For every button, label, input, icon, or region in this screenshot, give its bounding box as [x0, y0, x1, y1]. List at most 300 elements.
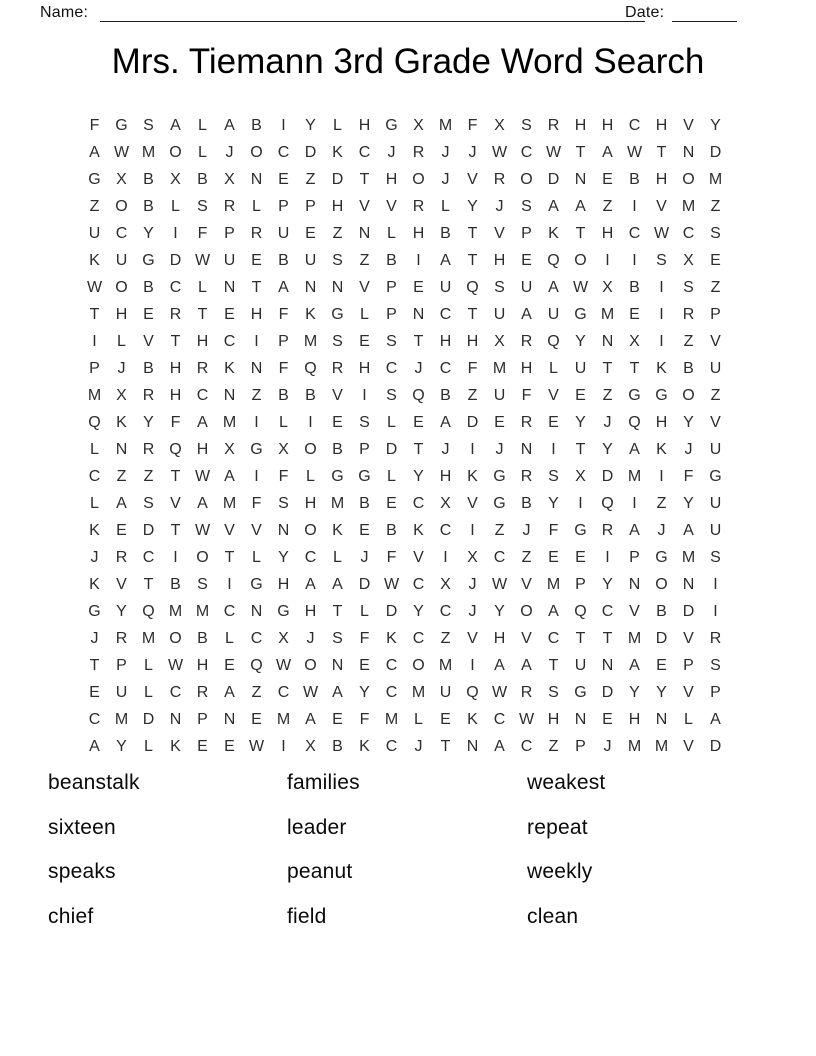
grid-letter-r6c12: B [386, 251, 397, 269]
grid-letter-r10c11: H [358, 359, 371, 377]
grid-letter-r12c18: E [548, 413, 559, 431]
grid-letter-r9c10: S [332, 332, 343, 350]
grid-letter-r3c3: B [143, 170, 154, 188]
grid-letter-r1c14: M [438, 116, 453, 134]
grid-letter-r11c21: G [628, 386, 641, 404]
grid-letter-r4c7: L [252, 197, 261, 215]
grid-letter-r23c13: L [414, 710, 423, 728]
grid-letter-r2c5: L [198, 143, 207, 161]
grid-letter-r6c1: K [89, 251, 100, 269]
grid-letter-r14c7: I [254, 467, 259, 485]
grid-letter-r13c7: G [250, 440, 263, 458]
grid-letter-r1c15: F [467, 116, 478, 134]
grid-letter-r12c2: K [116, 413, 127, 431]
date-write-in-line[interactable] [672, 3, 737, 22]
grid-letter-r14c24: G [709, 467, 722, 485]
grid-letter-r13c12: D [385, 440, 398, 458]
grid-letter-r16c20: R [601, 521, 614, 539]
grid-letter-r6c14: A [440, 251, 451, 269]
grid-letter-r17c22: G [655, 548, 668, 566]
grid-letter-r23c14: E [440, 710, 451, 728]
grid-letter-r18c2: V [116, 575, 127, 593]
grid-letter-r15c9: H [304, 494, 317, 512]
grid-letter-r15c22: Z [656, 494, 667, 512]
grid-letter-r24c21: M [627, 737, 642, 755]
grid-letter-r14c16: G [493, 467, 506, 485]
grid-letter-r7c2: O [115, 278, 128, 296]
grid-letter-r7c12: P [386, 278, 397, 296]
grid-letter-r3c15: V [467, 170, 478, 188]
grid-letter-r20c20: T [602, 629, 613, 647]
grid-letter-r5c22: W [653, 224, 670, 242]
grid-letter-r11c9: B [305, 386, 316, 404]
word-item-weakest: weakest [527, 771, 606, 794]
grid-letter-r12c5: A [197, 413, 208, 431]
grid-letter-r23c10: E [332, 710, 343, 728]
grid-letter-r21c7: Q [250, 656, 263, 674]
grid-letter-r4c12: V [386, 197, 397, 215]
grid-letter-r16c7: V [251, 521, 262, 539]
grid-letter-r4c21: I [632, 197, 637, 215]
grid-letter-r7c1: W [86, 278, 103, 296]
name-write-in-line[interactable] [100, 3, 645, 22]
grid-letter-r10c14: C [439, 359, 452, 377]
grid-letter-r8c23: R [682, 305, 695, 323]
grid-letter-r24c13: J [414, 737, 423, 755]
grid-letter-r16c8: N [277, 521, 290, 539]
grid-letter-r24c20: J [603, 737, 612, 755]
grid-letter-r24c7: W [248, 737, 265, 755]
grid-letter-r15c11: B [359, 494, 370, 512]
grid-letter-r20c6: L [225, 629, 234, 647]
grid-letter-r7c8: A [278, 278, 289, 296]
grid-letter-r2c20: A [602, 143, 613, 161]
grid-letter-r17c5: O [196, 548, 209, 566]
grid-letter-r23c11: F [359, 710, 370, 728]
grid-letter-r9c16: X [494, 332, 505, 350]
grid-letter-r5c18: K [548, 224, 559, 242]
grid-letter-r17c18: E [548, 548, 559, 566]
grid-letter-r23c8: M [276, 710, 291, 728]
grid-letter-r6c15: T [467, 251, 478, 269]
grid-letter-r4c6: R [223, 197, 236, 215]
grid-letter-r10c9: Q [304, 359, 317, 377]
grid-letter-r6c22: S [656, 251, 667, 269]
word-item-sixteen: sixteen [48, 815, 116, 839]
grid-letter-r16c21: A [629, 521, 640, 539]
grid-letter-r9c24: V [710, 332, 721, 350]
grid-letter-r4c19: A [575, 197, 586, 215]
grid-letter-r10c2: J [117, 359, 126, 377]
grid-letter-r23c21: H [628, 710, 641, 728]
grid-letter-r21c19: U [574, 656, 587, 674]
grid-letter-r5c21: C [628, 224, 641, 242]
grid-letter-r8c15: T [467, 305, 478, 323]
grid-letter-r5c4: I [173, 224, 178, 242]
grid-letter-r24c4: K [170, 737, 181, 755]
grid-letter-r2c7: O [250, 143, 263, 161]
grid-letter-r13c20: Y [602, 440, 613, 458]
grid-letter-r19c16: Y [494, 602, 505, 620]
grid-letter-r2c21: W [626, 143, 643, 161]
grid-letter-r18c21: N [628, 575, 641, 593]
word-search-grid [81, 112, 729, 760]
grid-letter-r13c5: H [196, 440, 209, 458]
grid-letter-r13c1: L [90, 440, 99, 458]
grid-letter-r6c20: I [605, 251, 610, 269]
grid-letter-r1c24: Y [710, 116, 721, 134]
grid-letter-r15c13: C [412, 494, 425, 512]
grid-letter-r1c21: C [628, 116, 641, 134]
grid-letter-r7c21: B [629, 278, 640, 296]
grid-letter-r11c2: X [116, 386, 127, 404]
grid-letter-r14c8: F [278, 467, 289, 485]
grid-letter-r15c4: V [170, 494, 181, 512]
grid-letter-r23c1: C [88, 710, 101, 728]
grid-letter-r8c2: H [115, 305, 128, 323]
grid-letter-r3c22: H [655, 170, 668, 188]
grid-letter-r19c18: A [548, 602, 559, 620]
grid-letter-r21c15: I [470, 656, 475, 674]
grid-letter-r22c2: U [115, 683, 128, 701]
grid-letter-r24c12: C [385, 737, 398, 755]
grid-letter-r22c4: C [169, 683, 182, 701]
grid-letter-r8c10: G [331, 305, 344, 323]
grid-letter-r5c15: T [467, 224, 478, 242]
grid-letter-r23c20: E [602, 710, 613, 728]
grid-letter-r21c14: M [438, 656, 453, 674]
grid-letter-r22c3: L [144, 683, 153, 701]
grid-letter-r12c4: F [170, 413, 181, 431]
grid-letter-r17c4: I [173, 548, 178, 566]
grid-letter-r4c14: L [441, 197, 450, 215]
grid-letter-r20c10: S [332, 629, 343, 647]
grid-letter-r8c5: T [197, 305, 208, 323]
grid-letter-r19c21: V [629, 602, 640, 620]
grid-letter-r13c19: T [575, 440, 586, 458]
grid-letter-r1c10: L [333, 116, 342, 134]
grid-letter-r13c3: R [142, 440, 155, 458]
grid-letter-r21c21: A [629, 656, 640, 674]
grid-letter-r11c7: Z [251, 386, 262, 404]
grid-letter-r19c1: G [88, 602, 101, 620]
grid-letter-r23c19: N [574, 710, 587, 728]
grid-letter-r19c19: Q [574, 602, 587, 620]
grid-letter-r13c10: B [332, 440, 343, 458]
grid-letter-r4c9: P [305, 197, 316, 215]
grid-letter-r21c10: N [331, 656, 344, 674]
grid-letter-r16c1: K [89, 521, 100, 539]
grid-letter-r14c13: Y [413, 467, 424, 485]
grid-letter-r19c4: M [168, 602, 183, 620]
grid-letter-r13c24: U [709, 440, 722, 458]
grid-letter-r7c6: N [223, 278, 236, 296]
grid-letter-r18c18: M [546, 575, 561, 593]
grid-letter-r11c24: Z [710, 386, 721, 404]
grid-letter-r7c3: B [143, 278, 154, 296]
grid-letter-r8c21: E [629, 305, 640, 323]
grid-letter-r2c15: J [468, 143, 477, 161]
grid-letter-r2c6: J [225, 143, 234, 161]
grid-letter-r16c11: E [359, 521, 370, 539]
grid-letter-r16c18: F [548, 521, 559, 539]
grid-letter-r5c10: Z [332, 224, 343, 242]
word-item-clean: clean [527, 904, 579, 928]
grid-letter-r21c1: T [89, 656, 100, 674]
grid-letter-r14c21: M [627, 467, 642, 485]
grid-letter-r3c17: O [520, 170, 533, 188]
grid-letter-r5c24: S [710, 224, 721, 242]
grid-letter-r11c3: R [142, 386, 155, 404]
grid-letter-r20c8: X [278, 629, 289, 647]
grid-letter-r21c2: P [116, 656, 127, 674]
grid-letter-r4c1: Z [89, 197, 100, 215]
grid-letter-r14c14: H [439, 467, 452, 485]
grid-letter-r11c18: V [548, 386, 559, 404]
grid-letter-r5c23: C [682, 224, 695, 242]
grid-letter-r18c4: B [170, 575, 181, 593]
grid-letter-r1c9: Y [305, 116, 316, 134]
grid-letter-r24c19: P [575, 737, 586, 755]
grid-letter-r11c17: F [521, 386, 532, 404]
grid-letter-r12c24: V [710, 413, 721, 431]
grid-letter-r13c14: J [441, 440, 450, 458]
grid-letter-r17c2: R [115, 548, 128, 566]
grid-letter-r19c15: J [468, 602, 477, 620]
grid-letter-r16c16: Z [494, 521, 505, 539]
grid-letter-r20c1: J [90, 629, 99, 647]
grid-letter-r6c18: Q [547, 251, 560, 269]
grid-letter-r20c2: R [115, 629, 128, 647]
grid-letter-r11c5: C [196, 386, 209, 404]
grid-letter-r2c1: A [89, 143, 100, 161]
grid-letter-r8c13: N [412, 305, 425, 323]
grid-letter-r5c5: F [197, 224, 208, 242]
grid-letter-r17c17: Z [521, 548, 532, 566]
grid-letter-r18c22: O [655, 575, 668, 593]
grid-letter-r18c13: C [412, 575, 425, 593]
grid-letter-r18c10: A [332, 575, 343, 593]
grid-letter-r2c8: C [277, 143, 290, 161]
grid-letter-r1c2: G [115, 116, 128, 134]
grid-letter-r14c3: Z [143, 467, 154, 485]
grid-letter-r17c7: L [252, 548, 261, 566]
grid-letter-r21c23: P [683, 656, 694, 674]
grid-letter-r19c17: O [520, 602, 533, 620]
grid-letter-r1c8: I [281, 116, 286, 134]
grid-letter-r8c17: A [521, 305, 532, 323]
grid-letter-r8c20: M [600, 305, 615, 323]
grid-letter-r16c9: O [304, 521, 317, 539]
grid-letter-r2c22: T [656, 143, 667, 161]
grid-letter-r5c16: V [494, 224, 505, 242]
grid-letter-r6c8: B [278, 251, 289, 269]
grid-letter-r3c5: B [197, 170, 208, 188]
grid-letter-r19c7: N [250, 602, 263, 620]
grid-letter-r17c19: E [575, 548, 586, 566]
worksheet-header [40, 3, 737, 25]
grid-letter-r11c13: Q [412, 386, 425, 404]
grid-letter-r16c13: K [413, 521, 424, 539]
grid-letter-r20c11: F [359, 629, 370, 647]
grid-letter-r21c11: E [359, 656, 370, 674]
grid-letter-r19c23: D [682, 602, 695, 620]
grid-letter-r18c16: W [491, 575, 508, 593]
grid-letter-r4c4: L [171, 197, 180, 215]
grid-letter-r22c16: W [491, 683, 508, 701]
grid-letter-r9c11: E [359, 332, 370, 350]
grid-letter-r7c19: W [572, 278, 589, 296]
grid-letter-r6c16: H [493, 251, 506, 269]
grid-letter-r1c18: R [547, 116, 560, 134]
grid-letter-r12c3: Y [143, 413, 154, 431]
grid-letter-r12c21: Q [628, 413, 641, 431]
grid-letter-r3c16: R [493, 170, 506, 188]
grid-letter-r6c21: I [632, 251, 637, 269]
grid-letter-r23c5: P [197, 710, 208, 728]
grid-letter-r22c22: Y [656, 683, 667, 701]
grid-letter-r22c20: D [601, 683, 614, 701]
grid-letter-r24c11: K [359, 737, 370, 755]
grid-letter-r12c14: A [440, 413, 451, 431]
grid-letter-r1c6: A [224, 116, 235, 134]
grid-letter-r14c10: G [331, 467, 344, 485]
grid-letter-r7c18: A [548, 278, 559, 296]
grid-letter-r9c6: C [223, 332, 236, 350]
grid-letter-r24c10: B [332, 737, 343, 755]
grid-letter-r15c21: I [632, 494, 637, 512]
grid-letter-r23c23: L [684, 710, 693, 728]
grid-letter-r13c17: N [520, 440, 533, 458]
grid-letter-r18c20: Y [602, 575, 613, 593]
grid-letter-r19c24: I [713, 602, 718, 620]
grid-letter-r14c9: L [306, 467, 315, 485]
date-label: Date: [625, 4, 665, 21]
grid-letter-r23c17: W [518, 710, 535, 728]
grid-letter-r14c12: L [387, 467, 396, 485]
word-list-column-1 [48, 771, 287, 949]
grid-letter-r12c6: M [222, 413, 237, 431]
grid-letter-r17c23: M [681, 548, 696, 566]
grid-letter-r12c1: Q [88, 413, 101, 431]
grid-letter-r14c4: T [170, 467, 181, 485]
grid-letter-r16c15: I [470, 521, 475, 539]
grid-letter-r10c16: M [492, 359, 507, 377]
grid-letter-r23c12: M [384, 710, 399, 728]
grid-letter-r16c12: B [386, 521, 397, 539]
grid-letter-r9c7: I [254, 332, 259, 350]
grid-letter-r4c17: S [521, 197, 532, 215]
grid-letter-r10c17: H [520, 359, 533, 377]
grid-letter-r13c15: I [470, 440, 475, 458]
grid-letter-r2c17: C [520, 143, 533, 161]
grid-letter-r22c13: M [411, 683, 426, 701]
grid-letter-r6c3: G [142, 251, 155, 269]
grid-letter-r22c18: S [548, 683, 559, 701]
grid-letter-r1c1: F [89, 116, 100, 134]
grid-letter-r7c17: U [520, 278, 533, 296]
grid-letter-r4c13: R [412, 197, 425, 215]
grid-letter-r3c21: B [629, 170, 640, 188]
grid-letter-r20c4: O [169, 629, 182, 647]
grid-letter-r7c10: N [331, 278, 344, 296]
grid-letter-r15c3: S [143, 494, 154, 512]
grid-letter-r7c22: I [659, 278, 664, 296]
grid-letter-r18c17: V [521, 575, 532, 593]
grid-letter-r7c14: U [439, 278, 452, 296]
grid-letter-r7c24: Z [710, 278, 721, 296]
grid-letter-r10c6: K [224, 359, 235, 377]
grid-letter-r10c10: R [331, 359, 344, 377]
grid-letter-r11c6: N [223, 386, 236, 404]
grid-letter-r6c17: E [521, 251, 532, 269]
grid-letter-r23c6: N [223, 710, 236, 728]
grid-letter-r21c13: O [412, 656, 425, 674]
grid-letter-r10c24: U [709, 359, 722, 377]
word-item-repeat: repeat [527, 815, 588, 839]
grid-letter-r10c22: K [656, 359, 667, 377]
grid-letter-r1c5: L [198, 116, 207, 134]
grid-letter-r2c9: D [304, 143, 317, 161]
grid-letter-r6c19: O [574, 251, 587, 269]
grid-letter-r22c19: G [574, 683, 587, 701]
grid-letter-r10c5: R [196, 359, 209, 377]
grid-letter-r22c10: A [332, 683, 343, 701]
grid-letter-r21c9: O [304, 656, 317, 674]
grid-letter-r23c9: A [305, 710, 316, 728]
grid-letter-r19c10: T [332, 602, 343, 620]
grid-letter-r5c7: R [250, 224, 263, 242]
grid-letter-r18c14: X [440, 575, 451, 593]
grid-letter-r22c23: V [683, 683, 694, 701]
grid-letter-r4c2: O [115, 197, 128, 215]
grid-letter-r22c7: Z [251, 683, 262, 701]
grid-letter-r8c18: U [547, 305, 560, 323]
grid-letter-r4c3: B [143, 197, 154, 215]
grid-letter-r24c16: A [494, 737, 505, 755]
grid-letter-r20c24: R [709, 629, 722, 647]
grid-letter-r14c15: K [467, 467, 478, 485]
grid-letter-r10c21: T [629, 359, 640, 377]
grid-letter-r1c19: H [574, 116, 587, 134]
grid-letter-r11c14: B [440, 386, 451, 404]
grid-letter-r4c20: Z [602, 197, 613, 215]
grid-letter-r3c20: E [602, 170, 613, 188]
grid-letter-r2c4: O [169, 143, 182, 161]
grid-letter-r9c18: Q [547, 332, 560, 350]
word-item-field: field [287, 904, 327, 928]
grid-letter-r23c22: N [655, 710, 668, 728]
grid-letter-r2c10: K [332, 143, 343, 161]
grid-letter-r18c8: H [277, 575, 290, 593]
grid-letter-r1c17: S [521, 116, 532, 134]
word-item-peanut: peanut [287, 860, 353, 883]
grid-letter-r16c3: D [142, 521, 155, 539]
grid-letter-r7c16: S [494, 278, 505, 296]
grid-letter-r17c12: F [386, 548, 397, 566]
grid-letter-r5c9: E [305, 224, 316, 242]
grid-letter-r15c7: F [251, 494, 262, 512]
grid-letter-r24c24: D [709, 737, 722, 755]
grid-letter-r2c19: T [575, 143, 586, 161]
grid-letter-r12c7: I [254, 413, 259, 431]
word-item-chief: chief [48, 904, 94, 928]
grid-letter-r14c23: F [683, 467, 694, 485]
grid-letter-r7c23: S [683, 278, 694, 296]
grid-letter-r18c9: A [305, 575, 316, 593]
grid-letter-r10c8: F [278, 359, 289, 377]
grid-letter-r7c15: Q [466, 278, 479, 296]
